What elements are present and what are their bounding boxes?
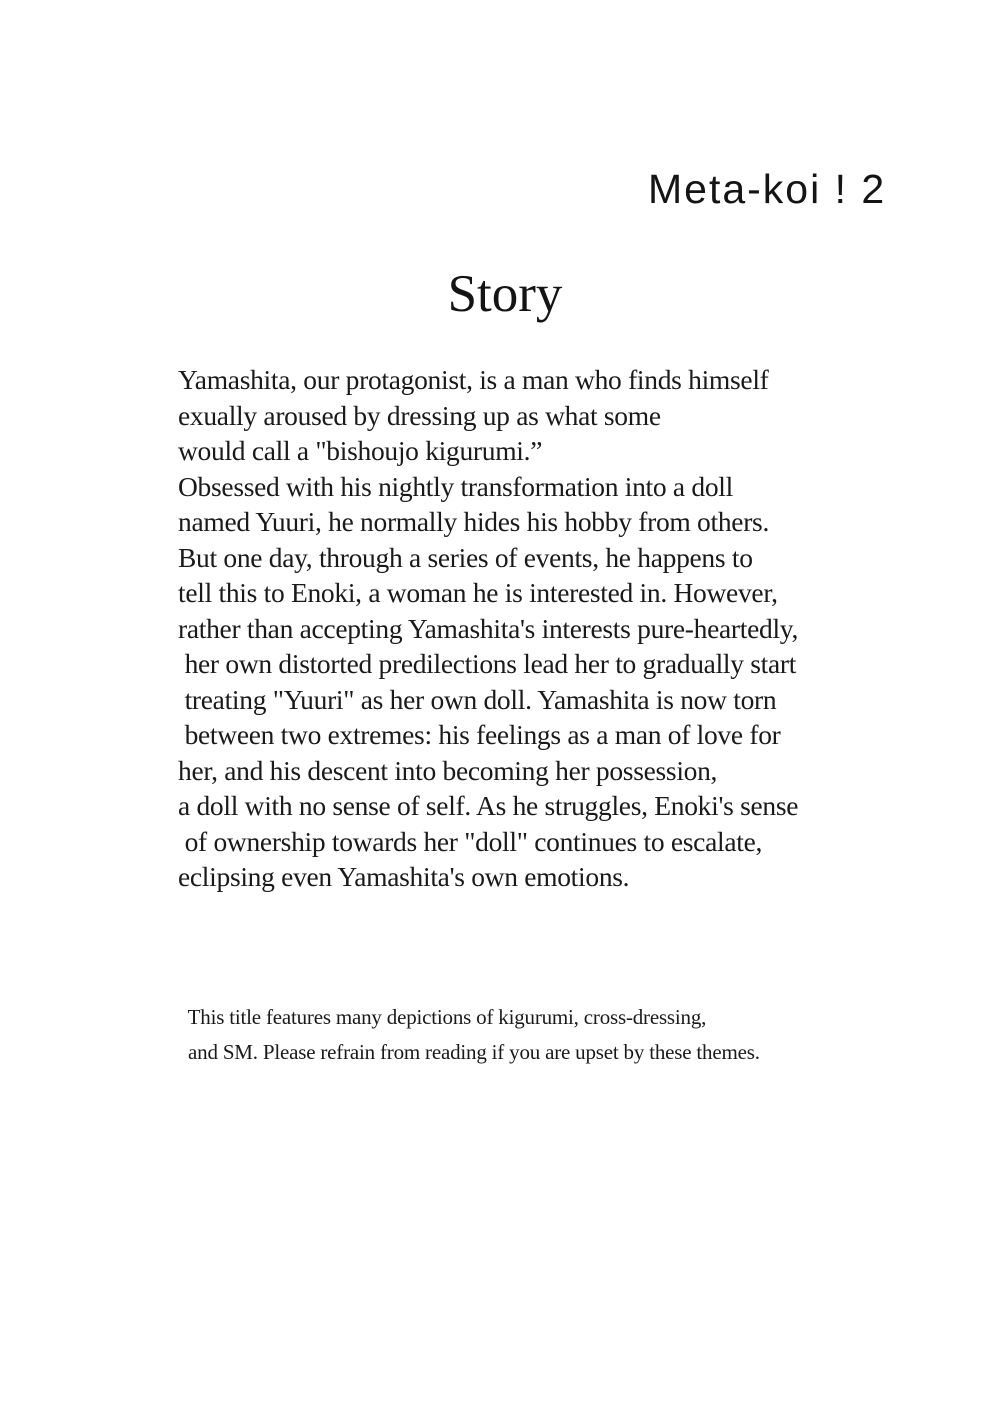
story-line: But one day, through a series of events, he happens to [178, 541, 753, 573]
disclaimer-line: This title features many depictions of kigurumi, cross-dressing, [183, 1005, 707, 1029]
story-line: of ownership towards her "doll" continues to escalate, [178, 825, 763, 857]
story-line: treating "Yuuri" as her own doll. Yamashita is now torn [178, 683, 777, 715]
story-line: Obsessed with his nightly transformation into a doll [178, 470, 733, 502]
page-title: Story [447, 265, 563, 323]
story-line: her, and his descent into becoming her possession, [178, 754, 718, 786]
story-line: a doll with no sense of self. As he struggles, Enoki's sense [178, 790, 799, 821]
story-line: would call a "bishoujo kigurumi.” [178, 435, 543, 466]
story-line: Yamashita, our protagonist, is a man who finds himself [178, 364, 769, 395]
story-line: between two extremes: his feelings as a man of love for [178, 719, 781, 750]
story-paragraph [178, 362, 798, 895]
story-line: exually aroused by dressing up as what some [178, 399, 661, 431]
story-line: tell this to Enoki, a woman he is interested in. However, [178, 577, 778, 608]
story-line: eclipsing even Yamashita's own emotions. [178, 861, 630, 892]
disclaimer-line: and SM. Please refrain from reading if you are upset by these themes. [183, 1040, 760, 1064]
series-title: Meta-koi ! 2 [648, 166, 887, 212]
story-line: rather than accepting Yamashita's interests pure-heartedly, [178, 612, 799, 644]
story-line: her own distorted predilections lead her to gradually start [178, 648, 797, 679]
story-line: named Yuuri, he normally hides his hobby from others. [178, 506, 770, 537]
content-disclaimer [183, 1000, 760, 1070]
